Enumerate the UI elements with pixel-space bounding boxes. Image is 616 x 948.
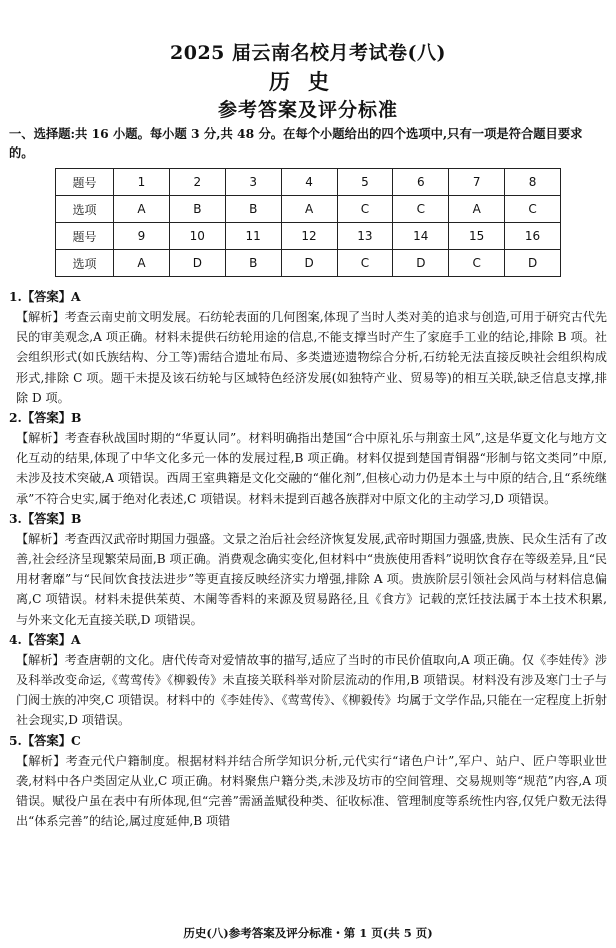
answer-explanation: 【解析】考查云南史前文明发展。石纺轮表面的几何图案,体现了当时人类对美的追求与创造,可用于研究古代先民的审美观念,A 项正确。材料未提供石纺轮用途的信息,不能支撑当时产生了家庭手工业的结论,排除 B 项。社会组织形式(如氏族结构、分工等)需结合遗址布局、多类遗迹遗物综合分析,石纺轮无法直接反映社会组织构成形式,排除 C 项。题干未提及该石纺轮与区域特色经济发展(如独特产业、贸易等)的相互关联,缺乏信息支撑,排除 D 项。	[16, 310, 607, 405]
answer-explanation: 【解析】考查春秋战国时期的“华夏认同”。材料明确指出楚国“合中原礼乐与荆蛮土风”,这是华夏文化与地方文化互动的结果,体现了中华文化多元一体的发展过程,B 项正确。材料仅提到楚国青铜器“形制与铭文类同”中原,未涉及技术突破,A 项错误。西周王室典籍是文化交融的“催化剂”,但核心动力仍是本土与中原的结合,且“系统继承”不符合史实,属于绝对化表述,C 项错误。材料未提到百越各族群对中原文化的主动学习,D 项错误。	[16, 431, 607, 506]
answer-table-cell: B	[225, 250, 281, 277]
answer-table-cell: C	[337, 196, 393, 223]
answer-table-cell: C	[393, 196, 449, 223]
answer-heading: 4.【答案】A	[9, 631, 81, 647]
question-3	[9, 509, 607, 630]
answer-table-cell: 8	[505, 169, 561, 196]
answer-table-row-label: 题号	[56, 223, 114, 250]
answer-table-cell: 6	[393, 169, 449, 196]
answer-table-cell: A	[281, 196, 337, 223]
answer-table-cell: A	[114, 196, 170, 223]
section-instructions: 一、选择题:共 16 小题。每小题 3 分,共 48 分。在每个小题给出的四个选项中,只有一项是符合题目要求的。	[9, 126, 583, 160]
answer-explanation: 【解析】考查元代户籍制度。根据材料并结合所学知识分析,元代实行“诸色户计”,军户、站户、匠户等职业世袭,材料中各户类固定从业,C 项正确。材料聚焦户籍分类,未涉及坊市的空间管理、交易规则等“规范”内容,A 项错误。赋役户虽在表中有所体现,但“完善”需涵盖赋役种类、征收标准、管理制度等系统性内容,仅凭户数无法得出“体系完善”的结论,属过度延伸,B 项错	[16, 753, 607, 829]
document-subtitle: 参考答案及评分标准	[217, 99, 398, 121]
answer-table-row	[56, 169, 561, 196]
answer-explanation: 【解析】考查西汉武帝时期国力强盛。文景之治后社会经济恢复发展,武帝时期国力强盛,贵族、民众生活有了改善,社会经济呈现繁荣局面,B 项正确。消费观念确实变化,但材料中“贵族使用香料”说明饮食存在等级差异,且“民用材奢靡”与“民间饮食技法进步”等更直接反映经济实力增强,排除 A 项。贵族阶层引领社会风尚与材料信息偏离,C 项错误。材料未提供茱萸、木阑等香料的来源及贸易路径,且《食方》记载的烹饪技法属于本土技术积累,与外来文化无直接关联,D 项错误。	[16, 531, 607, 627]
answer-table-cell: A	[449, 196, 505, 223]
answer-explanation: 【解析】考查唐朝的文化。唐代传奇对爱情故事的描写,适应了当时的市民价值取向,A 项正确。仅《李娃传》涉及科举改变命运,《莺莺传》《柳毅传》未直接关联科举对阶层流动的作用,B 项错误。材料没有涉及寒门士子与门阀士族的冲突,C 项错误。材料中的《李娃传》、《莺莺传》、《柳毅传》均属于文学作品,只能在一定程度上折射社会现实,D 项错误。	[16, 652, 607, 728]
answer-heading: 2.【答案】B	[9, 410, 82, 426]
answer-table-cell: 14	[393, 223, 449, 250]
answer-table-cell: 4	[281, 169, 337, 196]
page-footer: 历史(八)参考答案及评分标准・第 1 页(共 5 页)	[183, 926, 433, 940]
answer-table-cell: B	[225, 196, 281, 223]
answer-table-row-label: 选项	[56, 250, 114, 277]
answer-table-row-label: 题号	[56, 169, 114, 196]
answer-table-row	[56, 250, 561, 277]
answer-table-cell: D	[505, 250, 561, 277]
answer-table-cell: 1	[114, 169, 170, 196]
answer-heading: 1.【答案】A	[9, 289, 81, 304]
answer-table-cell: C	[505, 196, 561, 223]
answer-table-cell: 2	[169, 169, 225, 196]
answer-table-cell: D	[393, 250, 449, 277]
answer-table-cell: B	[169, 196, 225, 223]
answer-table-cell: 11	[225, 223, 281, 250]
answer-table-cell: D	[281, 250, 337, 277]
answer-table-row	[56, 196, 561, 223]
answer-table-row-label: 选项	[56, 196, 114, 223]
answer-table-cell: 16	[505, 223, 561, 250]
answer-table-cell: A	[114, 250, 170, 277]
question-5	[9, 731, 607, 832]
answer-table-cell: 3	[225, 169, 281, 196]
subject-title: 历史	[269, 69, 347, 94]
answer-table-cell: 10	[169, 223, 225, 250]
answer-table-cell: C	[449, 250, 505, 277]
answer-table-cell: 15	[449, 223, 505, 250]
question-4	[9, 630, 607, 731]
answer-table	[55, 168, 561, 277]
answer-table-cell: 7	[449, 169, 505, 196]
answer-table-cell: 12	[281, 223, 337, 250]
answer-table-cell: 13	[337, 223, 393, 250]
answer-table-row	[56, 223, 561, 250]
answer-table-cell: D	[169, 250, 225, 277]
answer-heading: 5.【答案】C	[9, 732, 81, 748]
answer-table-cell: 5	[337, 169, 393, 196]
question-2	[9, 408, 607, 509]
question-1	[9, 287, 607, 408]
explanations	[9, 287, 607, 831]
answer-heading: 3.【答案】B	[9, 510, 82, 526]
answer-table-cell: 9	[114, 223, 170, 250]
answer-table-cell: C	[337, 250, 393, 277]
exam-title: 2025 届云南名校月考试卷(八)	[170, 42, 446, 64]
